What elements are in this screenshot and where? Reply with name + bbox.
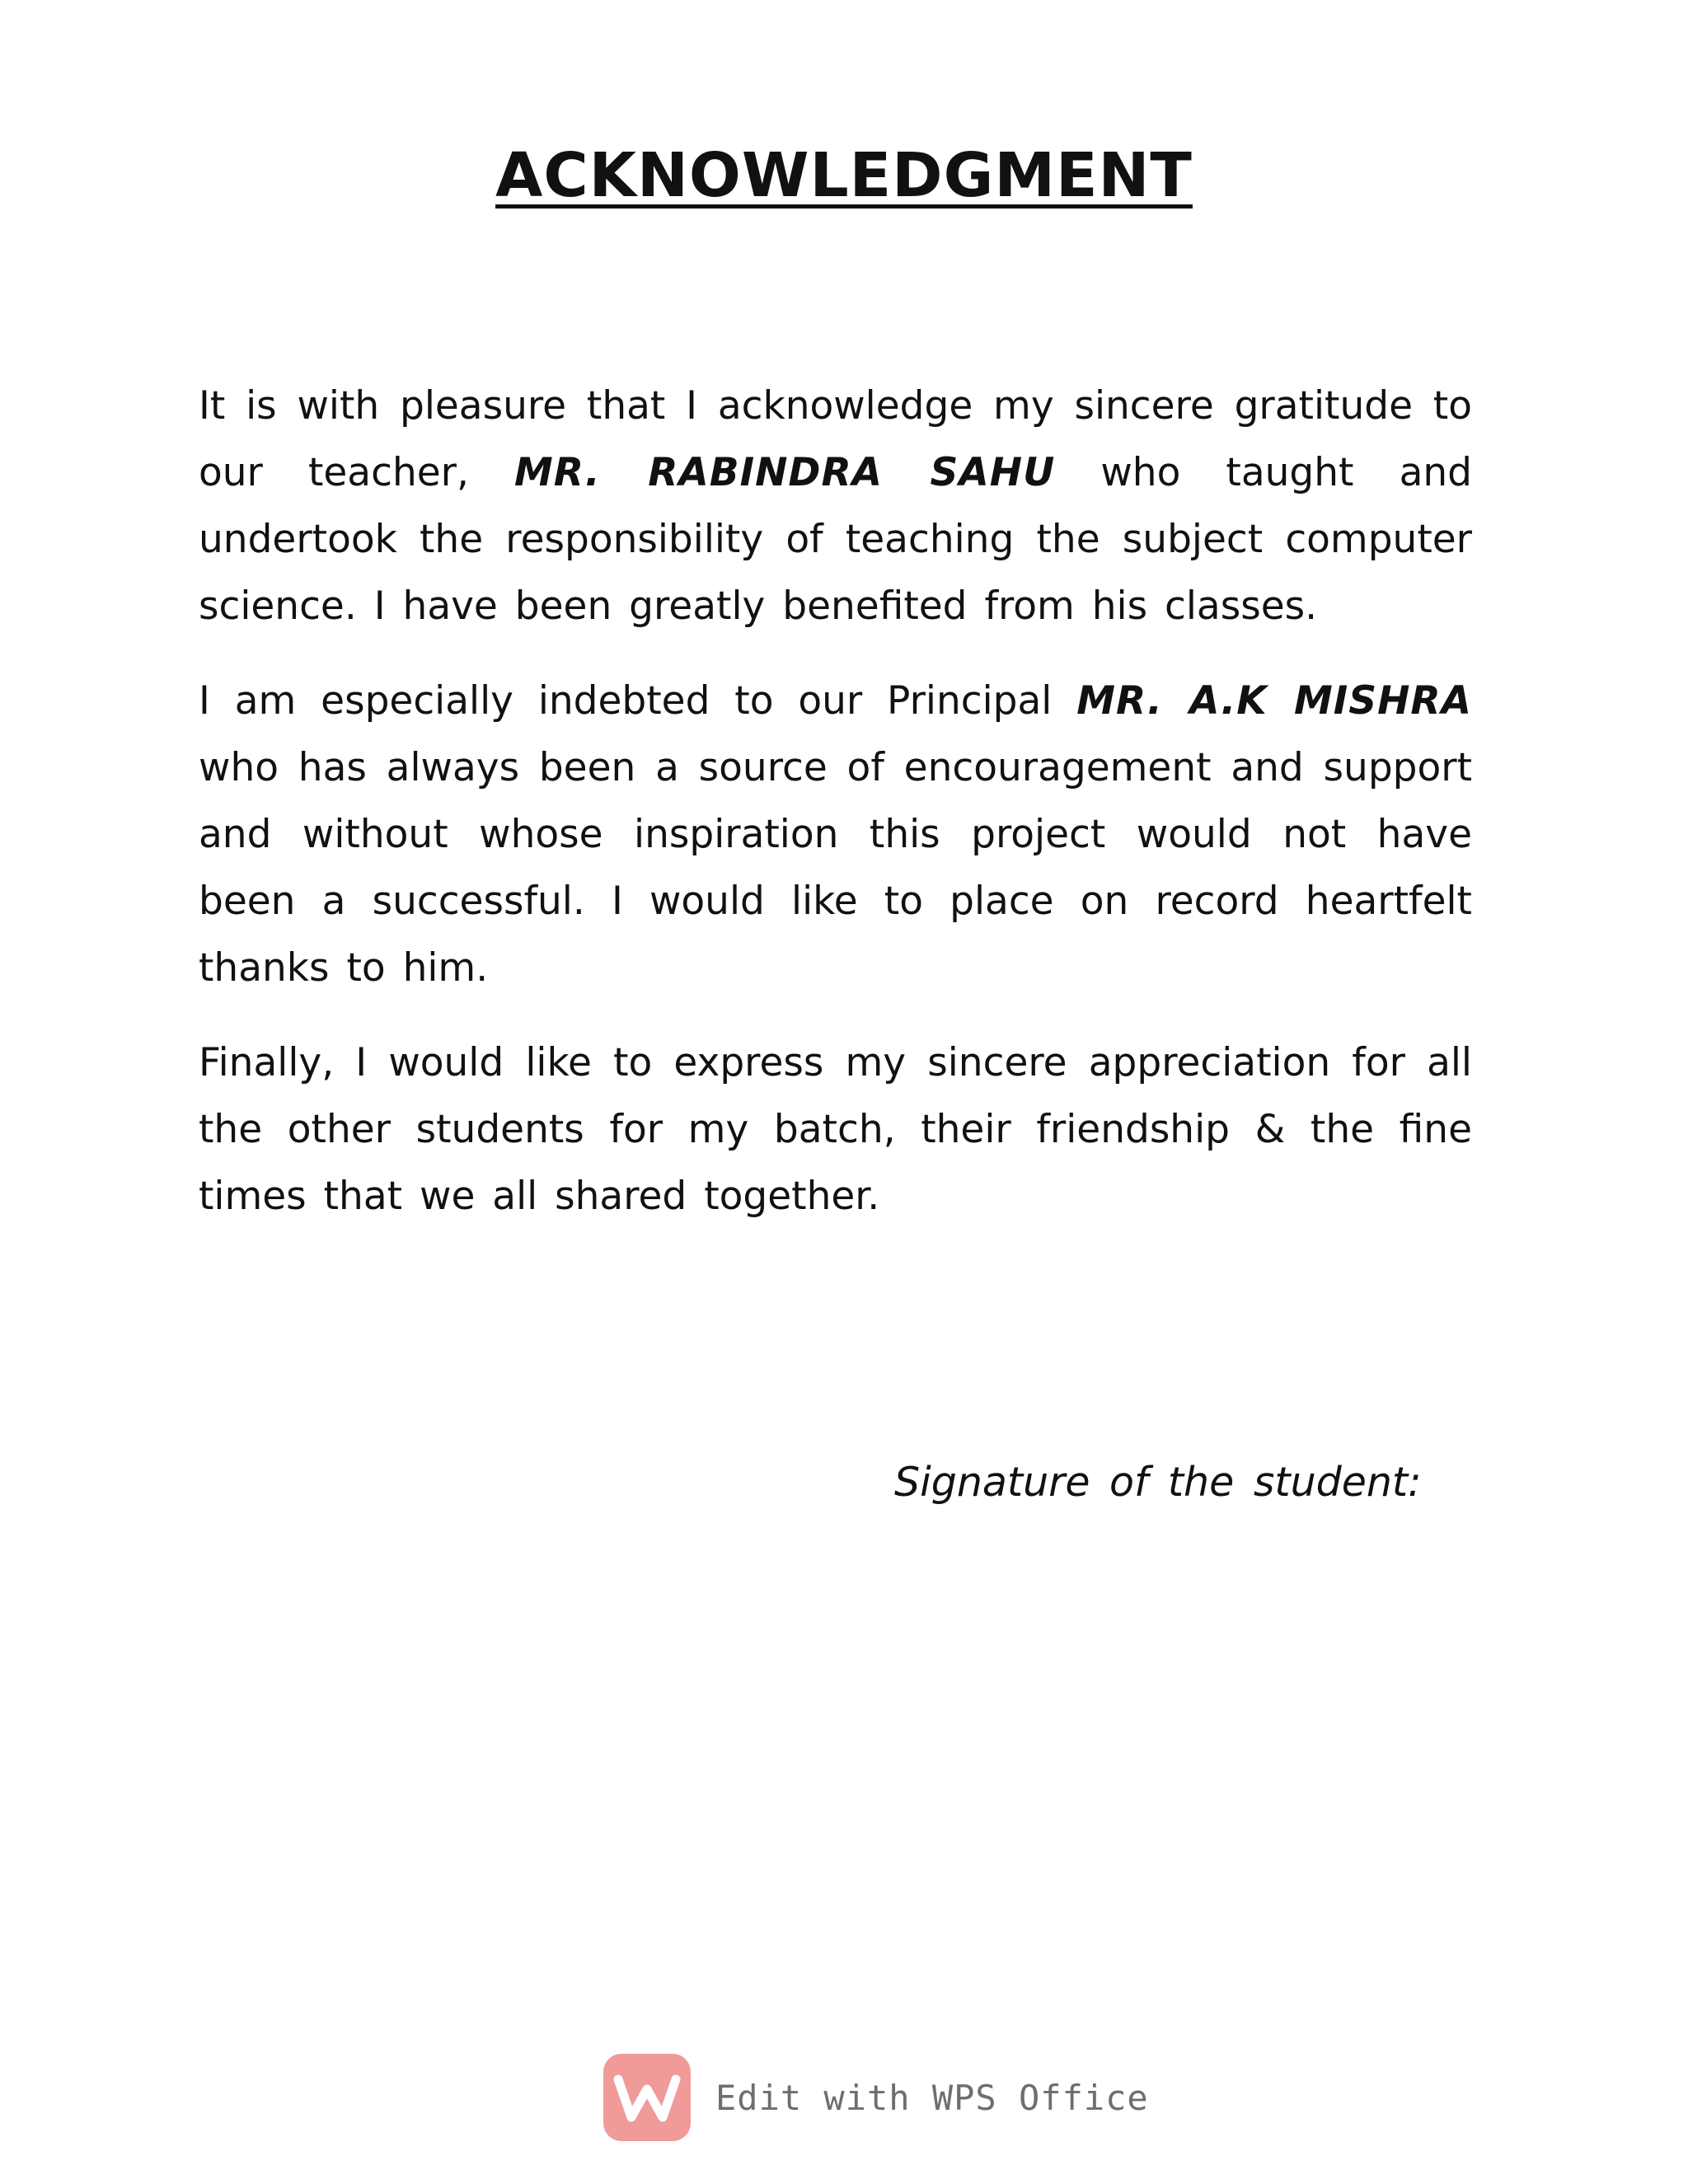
wps-watermark-label: Edit with WPS Office — [715, 2077, 1149, 2118]
teacher-name: MR. RABINDRA SAHU — [514, 450, 1056, 495]
paragraph-principal-text-after: who has always been a source of encouragement and support and without whose inspiration this project would not have been a successful. I would like to place on record heartfelt thanks to him. — [199, 745, 1472, 991]
principal-name: MR. A.K MISHRA — [1076, 678, 1472, 724]
paragraph-teacher-text-before: It is with pleasure that I acknowledge my sincere gratitude to our teacher, — [199, 383, 1472, 495]
paragraph-students-text: Finally, I would like to express my sincere appreciation for all the other students for my batch, their friendship & the fine times that we all shared together. — [199, 1040, 1472, 1219]
wps-logo-icon — [603, 2054, 691, 2141]
signature-label: Signature of the student: — [894, 1459, 1422, 1506]
document-body — [199, 373, 1472, 1258]
page-title — [0, 140, 1688, 211]
wps-watermark[interactable] — [603, 2052, 1149, 2143]
title-text: ACKNOWLEDGMENT — [495, 140, 1193, 211]
paragraph-students — [199, 1029, 1472, 1230]
paragraph-teacher-text-after: who taught and undertook the responsibility of teaching the subject computer science. I have been greatly benefited from his classes. — [199, 450, 1472, 629]
paragraph-principal-text-before: I am especially indebted to our Principal — [199, 678, 1077, 724]
paragraph-principal — [199, 668, 1472, 1001]
paragraph-teacher — [199, 373, 1472, 640]
